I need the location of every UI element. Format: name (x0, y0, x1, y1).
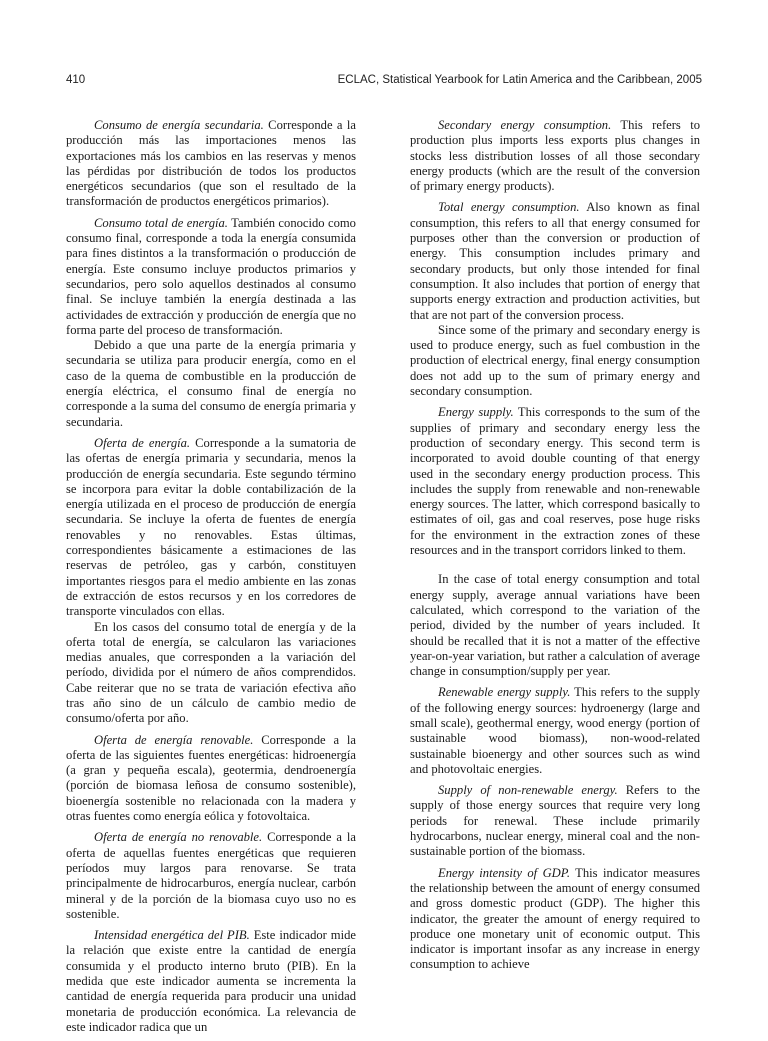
definition: In the case of total energy consumption and total energy supply, average annual variations have been calculated, which correspond to the variation of the period, divided by the number of years included. It should be recalled that it is not a matter of the effective year-on-year variation, but rather a calculation of average change in consumption/supply per year. (410, 572, 700, 679)
term: Energy supply. (438, 405, 514, 420)
definition: This refers to production plus imports less exports plus changes in stocks less distribution losses of all those secondary energy products (which are the result of the conversion of primary energy products). (410, 118, 700, 194)
definition: This corresponds to the sum of the supplies of primary and secondary energy less the production of secondary energy. This second term is incorporated to avoid double counting of that energy used in the secondary energy production process. This includes the supply from renewable and non-renewable energy sources. The latter, which correspond basically to estimates of oil, gas and coal reserves, pose huge risks for the environment in the extraction zones of these resources and in the transport corridors linked to them. (410, 405, 700, 558)
term: Oferta de energía no renovable. (94, 830, 263, 845)
definition: Since some of the primary and secondary energy is used to produce energy, such as fuel combustion in the production of electrical energy, final energy consumption does not add up to the sum of primary energy and secondary consumption. (410, 322, 700, 399)
term: Energy intensity of GDP. (438, 865, 570, 880)
paragraph (66, 733, 356, 825)
page-number: 410 (66, 74, 86, 86)
definition: This indicator measures the relationship between the amount of energy consumed and gross domestic product (GDP). The higher this indicator, the greater the amount of energy required to produce one monetary unit of economic output. This indicator is important insofar as any increase in energy consumption to achieve (410, 865, 700, 972)
english-column (410, 118, 700, 979)
running-title: ECLAC, Statistical Yearbook for Latin America and the Caribbean, 2005 (337, 74, 702, 86)
paragraph (410, 323, 700, 399)
term: Renewable energy supply. (438, 685, 571, 700)
paragraph (410, 866, 700, 973)
definition: This refers to the supply of the following energy sources: hydroenergy (large and small scale), geothermal energy, wood energy (portion of sustainable wood biomass), non-wood-related sustainable bioenergy and other sources such as wind and photovoltaic energies. (410, 685, 700, 776)
paragraph (410, 572, 700, 679)
definition: Debido a que una parte de la energía primaria y secundaria se utiliza para producir energía, como en el caso de la quema de combustible en la producción de energía eléctrica, el consumo final de energía no corresponde a la suma del consumo de energía primaria y secundaria. (66, 338, 356, 429)
definition: En los casos del consumo total de energía y de la oferta total de energía, se calcularon las variaciones medias anuales, que corresponden a la variación del período, dividida por el número de años comprendidos. Cabe reiterar que no se trata de variación efectiva año tras año sino de un cálculo de cambio medio de consumo/oferta por año. (66, 619, 356, 726)
paragraph (66, 928, 356, 1035)
term: Consumo total de energía. (94, 215, 228, 230)
term: Intensidad energética del PIB. (94, 928, 250, 943)
paragraph (410, 783, 700, 859)
term: Consumo de energía secundaria. (94, 118, 264, 132)
paragraph (410, 405, 700, 558)
definition: Corresponde a la producción más las importaciones menos las exportaciones más los cambios en las reservas y menos las pérdidas por distribución de todos los productos energéticos secundarios (que son el resultado de la transformación de productos energéticos primarios). (66, 118, 356, 209)
definition: Refers to the supply of those energy sources that require very long periods for renewal. These include primarily hydrocarbons, nuclear energy, mineral coal and the non-sustainable portion of the biomass. (410, 783, 700, 859)
definition: Corresponde a la oferta de aquellas fuentes energéticas que requieren períodos muy largos para renovarse. Se trata principalmente de hidrocarburos, energía nuclear, carbón mineral y de la porción de la biomasa cuyo uso no es sostenible. (66, 830, 356, 921)
definition: Este indicador mide la relación que existe entre la cantidad de energía consumida y el producto interno bruto (PIB). En la medida que este indicador aumenta se incrementa la cantidad de energía requerida para producir una unidad monetaria de producción económica. La relevancia de este indicador radica que un (66, 928, 356, 1034)
paragraph (410, 200, 700, 322)
term: Secondary energy consumption. (438, 118, 612, 132)
paragraph (66, 338, 356, 430)
paragraph (66, 216, 356, 338)
definition: También conocido como consumo final, corresponde a toda la energía consumida para fines distintos a la transformación o producción de energía. Este consumo incluye productos primarios y secundarios, pero solo aquellos destinados al consumo final. Se incluye también la energía destinada a las actividades de extracción y producción de energía que no forma parte del proceso de transformación. (66, 215, 356, 337)
term: Supply of non-renewable energy. (438, 783, 618, 798)
definition: Corresponde a la oferta de las siguientes fuentes energéticas: hidroenergía (a gran y pequeña escala), geotermia, dendroenergía (porción de biomasa leñosa de consumo sostenible), bioenergía sostenible no relacionada con la madera y otras fuentes como energía eólica y fotovoltaica. (66, 732, 356, 824)
term: Total energy consumption. (438, 200, 580, 215)
paragraph (410, 118, 700, 194)
paragraph (66, 620, 356, 727)
paragraph (66, 118, 356, 210)
paragraph (410, 685, 700, 777)
definition: Also known as final consumption, this refers to all that energy consumed for purposes other than the conversion or production of energy. This consumption includes primary and secondary products, but only those intended for final consumption. It also includes that portion of energy that supports energy extraction and production activities, but that are not part of the conversion process. (410, 200, 700, 322)
spanish-column (66, 118, 356, 1041)
page-header (66, 74, 702, 86)
paragraph (66, 436, 356, 620)
term: Oferta de energía renovable. (94, 732, 254, 747)
definition: Corresponde a la sumatoria de las ofertas de energía primaria y secundaria, menos la producción de energía secundaria. Este segundo término se incorpora para evitar la doble contabilización de la energía utilizada en el proceso de producción de energía secundaria. Se incluye la oferta de fuentes de energía renovables y no renovables. Estas últimas, correspondientes básicamente a estimaciones de las reservas de petróleo, gas y carbón, constituyen importantes riesgos para el medio ambiente en las zonas de extracción de estos recursos y en los corredores de transporte vinculados con ellas. (66, 435, 356, 619)
term: Oferta de energía. (94, 435, 191, 450)
paragraph (66, 830, 356, 922)
